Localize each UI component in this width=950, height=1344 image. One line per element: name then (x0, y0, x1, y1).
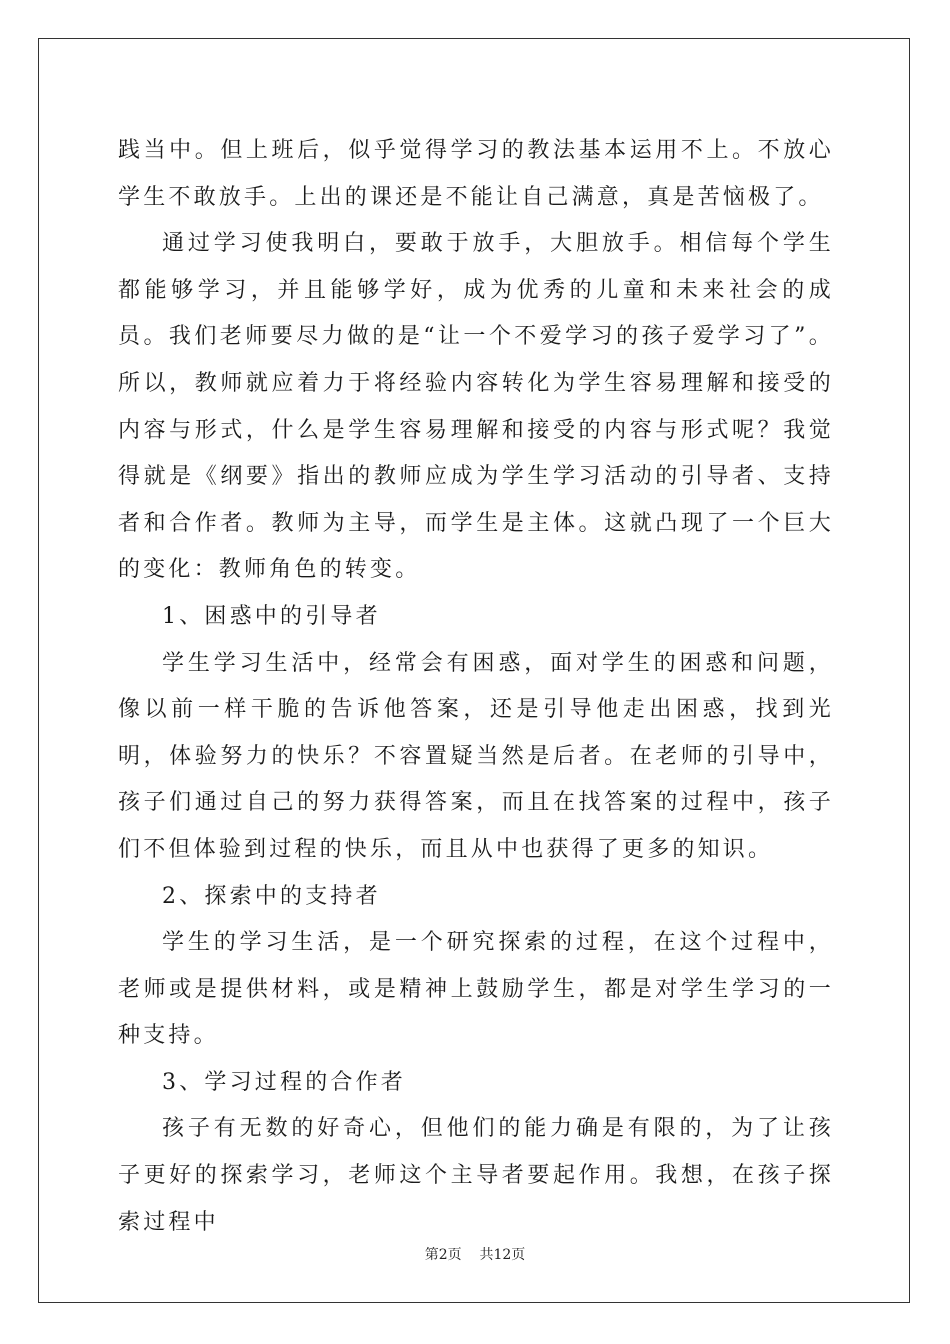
paragraph-body: 通过学习使我明白，要敢于放手，大胆放手。相信每个学生都能够学习，并且能够学好，成为优秀的儿童和未来社会的成员。我们老师要尽力做的是“让一个不爱学习的孩子爱学习了”。所以，教师就应着力于将经验内容转化为学生容易理解和接受的内容与形式，什么是学生容易理解和接受的内容与形式呢？我觉得就是《纲要》指出的教师应成为学生学习活动的引导者、支持者和合作者。教师为主导，而学生是主体。这就凸现了一个巨大的变化：教师角色的转变。 (118, 231, 834, 583)
paragraph-body: 孩子有无数的好奇心，但他们的能力确是有限的，为了让孩子更好的探索学习，老师这个主导者要起作用。我想，在孩子探索过程中 (118, 1116, 834, 1235)
document-body (118, 128, 834, 1246)
paragraph-body: 学生学习生活中，经常会有困惑，面对学生的困惑和问题，像以前一样干脆的告诉他答案，还是引导他走出困惑，找到光明，体验努力的快乐？不容置疑当然是后者。在老师的引导中，孩子们通过自己的努力获得答案，而且在找答案的过程中，孩子们不但体验到过程的快乐，而且从中也获得了更多的知识。 (118, 650, 834, 862)
section-heading-collaborator: 3、学习过程的合作者 (162, 1069, 406, 1095)
paragraph-continuation: 践当中。但上班后，似乎觉得学习的教法基本运用不上。不放心学生不敢放手。上出的课还是不能让自己满意，真是苦恼极了。 (118, 138, 834, 210)
page-number: 第2页 (424, 1247, 462, 1263)
paragraph-body: 学生的学习生活，是一个研究探索的过程，在这个过程中，老师或是提供材料，或是精神上鼓励学生，都是对学生学习的一种支持。 (118, 930, 834, 1049)
section-heading-supporter: 2、探索中的支持者 (162, 883, 381, 909)
section-heading-guide: 1、困惑中的引导者 (162, 603, 381, 629)
page-total: 共12页 (479, 1247, 526, 1263)
page-footer (0, 1244, 950, 1264)
